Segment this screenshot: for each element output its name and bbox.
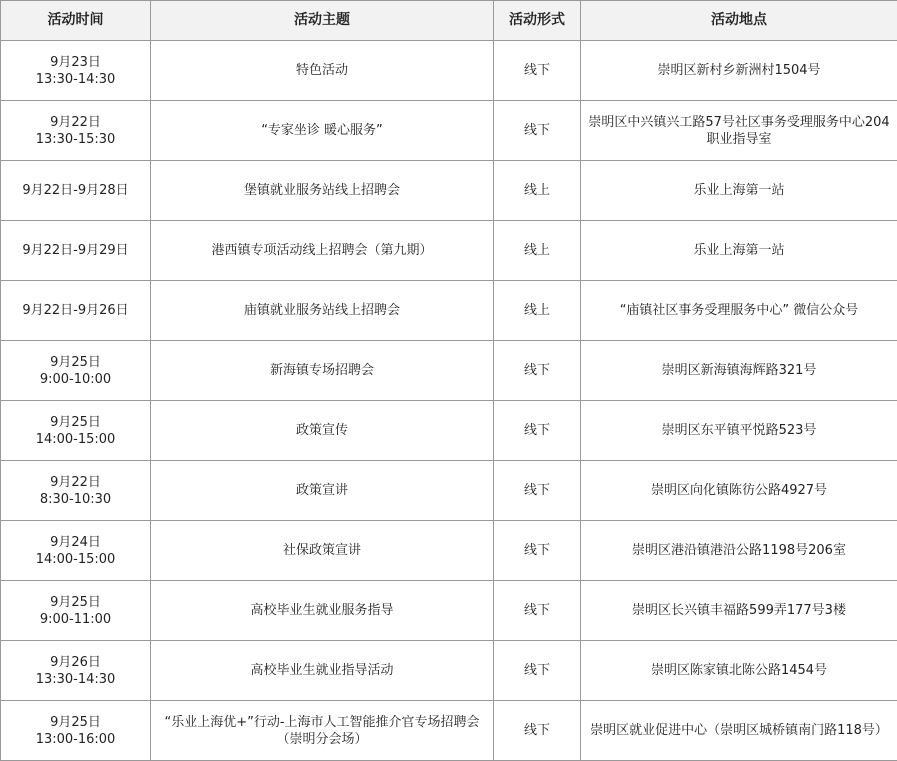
- cell-format: 线下: [494, 641, 581, 701]
- cell-time: [1, 221, 151, 281]
- time-range: 9:00-10:00: [39, 371, 112, 387]
- time-date: 9月22日: [50, 114, 101, 130]
- cell-theme: 高校毕业生就业指导活动: [151, 641, 494, 701]
- time-range: 13:30-14:30: [35, 671, 116, 687]
- cell-location: 崇明区新村乡新洲村1504号: [581, 41, 897, 101]
- header-theme: 活动主题: [151, 1, 494, 41]
- cell-time: [1, 581, 151, 641]
- cell-format: 线下: [494, 41, 581, 101]
- cell-time: [1, 701, 151, 761]
- time-date: 9月25日: [50, 414, 101, 430]
- cell-format: 线下: [494, 521, 581, 581]
- table-row: [1, 221, 897, 281]
- cell-theme: 社保政策宣讲: [151, 521, 494, 581]
- cell-format: 线下: [494, 101, 581, 161]
- table-row: [1, 281, 897, 341]
- time-date: 9月24日: [50, 534, 101, 550]
- cell-theme: 政策宣讲: [151, 461, 494, 521]
- cell-format: 线下: [494, 581, 581, 641]
- cell-location: 乐业上海第一站: [581, 221, 897, 281]
- table-row: [1, 401, 897, 461]
- cell-format: 线上: [494, 221, 581, 281]
- cell-format: 线上: [494, 161, 581, 221]
- cell-time: [1, 521, 151, 581]
- table-row: [1, 161, 897, 221]
- cell-format: 线下: [494, 461, 581, 521]
- cell-time: [1, 641, 151, 701]
- time-date: 9月22日-9月29日: [22, 243, 129, 258]
- cell-format: 线下: [494, 341, 581, 401]
- cell-location: 崇明区东平镇平悦路523号: [581, 401, 897, 461]
- header-time: 活动时间: [1, 1, 151, 41]
- cell-format: 线上: [494, 281, 581, 341]
- time-date: 9月25日: [50, 594, 101, 610]
- time-date: 9月22日-9月26日: [22, 303, 129, 318]
- cell-location: 崇明区向化镇陈彷公路4927号: [581, 461, 897, 521]
- cell-theme: 特色活动: [151, 41, 494, 101]
- table-row: [1, 701, 897, 761]
- cell-theme: “专家坐诊 暖心服务”: [151, 101, 494, 161]
- table-row: [1, 101, 897, 161]
- header-row: [1, 1, 897, 41]
- table-row: [1, 521, 897, 581]
- cell-format: 线下: [494, 701, 581, 761]
- cell-time: [1, 101, 151, 161]
- cell-location: 乐业上海第一站: [581, 161, 897, 221]
- time-date: 9月22日: [50, 474, 101, 490]
- cell-location: 崇明区新海镇海辉路321号: [581, 341, 897, 401]
- cell-time: [1, 281, 151, 341]
- time-range: 8:30-10:30: [39, 491, 112, 507]
- cell-format: 线下: [494, 401, 581, 461]
- cell-time: [1, 341, 151, 401]
- time-range: 13:30-14:30: [35, 71, 116, 87]
- header-location: 活动地点: [581, 1, 897, 41]
- cell-location: 崇明区陈家镇北陈公路1454号: [581, 641, 897, 701]
- time-date: 9月23日: [50, 54, 101, 70]
- cell-location: 崇明区中兴镇兴工路57号社区事务受理服务中心204职业指导室: [581, 101, 897, 161]
- table-row: [1, 41, 897, 101]
- cell-theme: 堡镇就业服务站线上招聘会: [151, 161, 494, 221]
- cell-location: 崇明区就业促进中心（崇明区城桥镇南门路118号）: [581, 701, 897, 761]
- cell-location: 崇明区港沿镇港沿公路1198号206室: [581, 521, 897, 581]
- table-row: [1, 341, 897, 401]
- cell-location: “庙镇社区事务受理服务中心” 微信公众号: [581, 281, 897, 341]
- time-date: 9月22日-9月28日: [22, 183, 129, 198]
- cell-theme: 新海镇专场招聘会: [151, 341, 494, 401]
- time-range: 14:00-15:00: [35, 551, 116, 567]
- header-format: 活动形式: [494, 1, 581, 41]
- table-row: [1, 461, 897, 521]
- cell-theme: 庙镇就业服务站线上招聘会: [151, 281, 494, 341]
- cell-theme: “乐业上海优+”行动-上海市人工智能推介官专场招聘会（崇明分会场）: [151, 701, 494, 761]
- table-body: [1, 41, 897, 761]
- cell-time: [1, 401, 151, 461]
- table-row: [1, 581, 897, 641]
- cell-theme: 政策宣传: [151, 401, 494, 461]
- time-range: 13:00-16:00: [35, 731, 116, 747]
- time-date: 9月25日: [50, 714, 101, 730]
- cell-theme: 港西镇专项活动线上招聘会（第九期）: [151, 221, 494, 281]
- time-range: 13:30-15:30: [35, 131, 116, 147]
- cell-time: [1, 461, 151, 521]
- cell-time: [1, 41, 151, 101]
- time-range: 9:00-11:00: [39, 611, 112, 627]
- table-row: [1, 641, 897, 701]
- time-date: 9月25日: [50, 354, 101, 370]
- cell-time: [1, 161, 151, 221]
- time-date: 9月26日: [50, 654, 101, 670]
- time-range: 14:00-15:00: [35, 431, 116, 447]
- cell-location: 崇明区长兴镇丰福路599弄177号3楼: [581, 581, 897, 641]
- cell-theme: 高校毕业生就业服务指导: [151, 581, 494, 641]
